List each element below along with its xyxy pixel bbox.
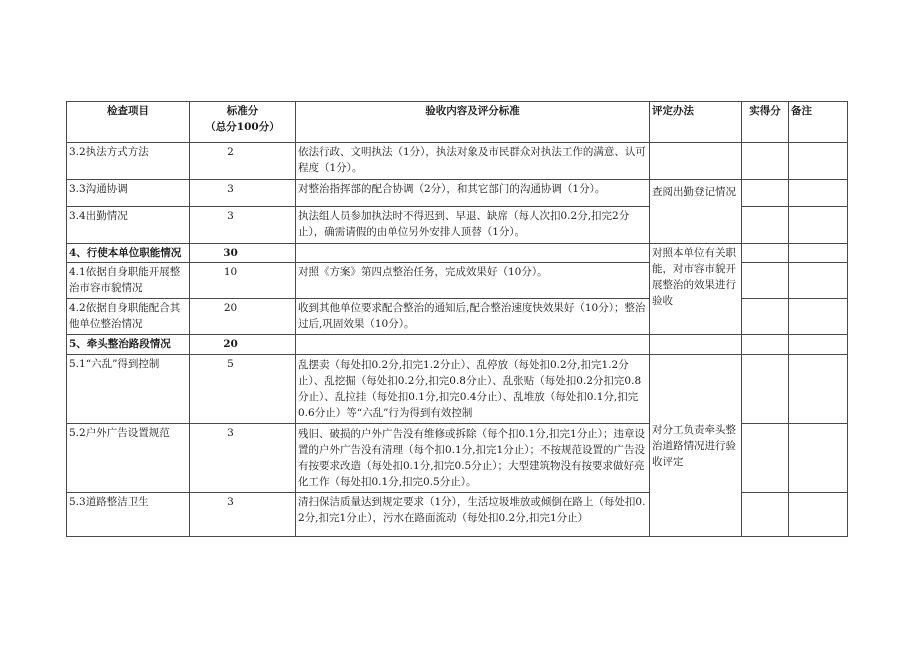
- method-cell: 查阅出勤登记情况: [650, 180, 742, 244]
- section-score: 20: [190, 335, 296, 355]
- content-cell: 清扫保洁质量达到规定要求（1分），生活垃圾堆放或倾倒在路上（每处扣0.2分,扣完1分止），污水在路面流动（每处扣0.2分,扣完1分止）: [296, 493, 650, 537]
- actual-score-cell: [742, 355, 789, 424]
- header-remark: 备注: [789, 102, 848, 143]
- content-cell: 残旧、破损的户外广告没有维修或拆除（每个扣0.1分,扣完1分止）；违章设置的户外广告没有清理（每个扣0.1分,扣完1分止）；不按规范设置的广告没有按要求改造（每处扣0.1分,扣完0.5分止）；大型建筑物没有按要求做好亮化工作（每处扣0.1分,扣完0.5分止）。: [296, 424, 650, 493]
- score-cell: 3: [190, 493, 296, 537]
- item-cell: 4.1依据自身职能开展整治市容市貌情况: [67, 263, 190, 299]
- score-cell: 3: [190, 424, 296, 493]
- header-actual: 实得分: [742, 102, 789, 143]
- remark-cell: [789, 180, 848, 207]
- actual-score-cell: [742, 493, 789, 537]
- remark-cell: [789, 143, 848, 180]
- actual-score-cell: [742, 180, 789, 207]
- actual-score-cell: [742, 335, 789, 355]
- score-cell: 3: [190, 180, 296, 207]
- header-item: 检查项目: [67, 102, 190, 143]
- inspection-table: [66, 101, 848, 537]
- remark-cell: [789, 335, 848, 355]
- remark-cell: [789, 263, 848, 299]
- content-cell: 乱摆卖（每处扣0.2分,扣完1.2分止）、乱停放（每处扣0.2分,扣完1.2分止）、乱挖掘（每处扣0.2分,扣完0.8分止）、乱张贴（每处扣0.2分扣完0.8分止）、乱拉挂（每处扣0.1分,扣完0.4分止）、乱堆放（每处扣0.1分,扣完0.6分止）等“六乱”行为得到有效控制: [296, 355, 650, 424]
- remark-cell: [789, 355, 848, 424]
- section-row: [67, 335, 848, 355]
- header-content: 验收内容及评分标准: [296, 102, 650, 143]
- content-cell: 对照《方案》第四点整治任务，完成效果好（10分）。: [296, 263, 650, 299]
- content-cell: [296, 335, 650, 355]
- item-cell: 3.4出勤情况: [67, 207, 190, 244]
- score-cell: 5: [190, 355, 296, 424]
- table-row: [67, 180, 848, 207]
- remark-cell: [789, 424, 848, 493]
- item-cell: 5.2户外广告设置规范: [67, 424, 190, 493]
- actual-score-cell: [742, 263, 789, 299]
- remark-cell: [789, 207, 848, 244]
- section-score: 30: [190, 244, 296, 263]
- method-cell: 对照本单位有关职能，对市容市貌开展整治的效果进行验收: [650, 244, 742, 335]
- item-cell: 3.3沟通协调: [67, 180, 190, 207]
- item-cell: 5.3道路整洁卫生: [67, 493, 190, 537]
- header-score: 标准分 （总分100分）: [190, 102, 296, 143]
- section-title: 5、牵头整治路段情况: [67, 335, 190, 355]
- content-cell: 对整治指挥部的配合协调（2分），和其它部门的沟通协调（1分）。: [296, 180, 650, 207]
- actual-score-cell: [742, 244, 789, 263]
- content-cell: 依法行政、文明执法（1分），执法对象及市民群众对执法工作的满意、认可程度（1分）。: [296, 143, 650, 180]
- method-cell-blank: [650, 143, 742, 180]
- content-cell: [296, 244, 650, 263]
- item-cell: 5.1“六乱”得到控制: [67, 355, 190, 424]
- item-cell: 4.2依据自身职能配合其他单位整治情况: [67, 299, 190, 335]
- section-title: 4、行使本单位职能情况: [67, 244, 190, 263]
- table-row: [67, 355, 848, 424]
- section-row: [67, 244, 848, 263]
- score-cell: 3: [190, 207, 296, 244]
- actual-score-cell: [742, 143, 789, 180]
- score-cell: 2: [190, 143, 296, 180]
- remark-cell: [789, 299, 848, 335]
- item-cell: 3.2执法方式方法: [67, 143, 190, 180]
- method-cell-blank: [650, 335, 742, 355]
- actual-score-cell: [742, 299, 789, 335]
- header-row: [67, 102, 848, 143]
- method-cell: 对分工负责牵头整治道路情况进行验收评定: [650, 355, 742, 537]
- remark-cell: [789, 244, 848, 263]
- table-row: [67, 143, 848, 180]
- content-cell: 执法组人员参加执法时不得迟到、早退、缺席（每人次扣0.2分,扣完2分止），确需请假的由单位另外安排人顶替（1分）。: [296, 207, 650, 244]
- remark-cell: [789, 493, 848, 537]
- actual-score-cell: [742, 424, 789, 493]
- content-cell: 收到其他单位要求配合整治的通知后,配合整治速度快效果好（10分）；整治过后,巩固效果（10分）。: [296, 299, 650, 335]
- header-method: 评定办法: [650, 102, 742, 143]
- score-cell: 10: [190, 263, 296, 299]
- score-cell: 20: [190, 299, 296, 335]
- actual-score-cell: [742, 207, 789, 244]
